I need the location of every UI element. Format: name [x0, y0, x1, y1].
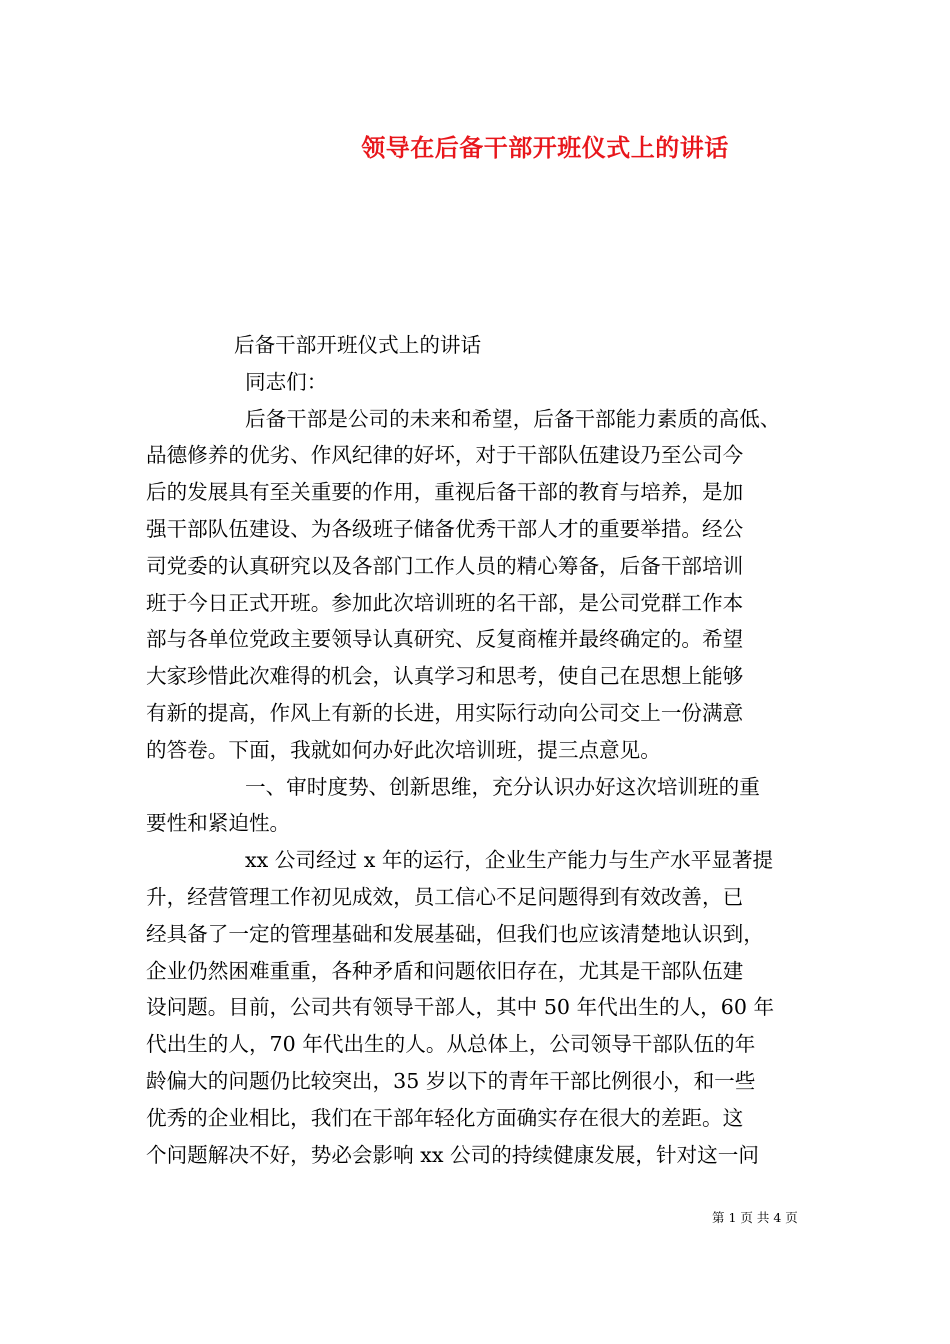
paragraph-line: 有新的提高，作风上有新的长进，用实际行动向公司交上一份满意	[146, 700, 744, 725]
paragraph-line: 班于今日正式开班。参加此次培训班的名干部，是公司党群工作本	[146, 590, 744, 615]
paragraph-line: 设问题。目前，公司共有领导干部人，其中 50 年代出生的人，60 年	[146, 995, 775, 1020]
paragraph-line: 经具备了一定的管理基础和发展基础，但我们也应该清楚地认识到，	[146, 921, 764, 946]
paragraph-line: 后备干部是公司的未来和希望，后备干部能力素质的高低、	[245, 406, 781, 431]
paragraph-line: 大家珍惜此次难得的机会，认真学习和思考，使自己在思想上能够	[146, 664, 744, 689]
document-title: 领导在后备干部开班仪式上的讲话	[361, 133, 729, 162]
greeting: 同志们：	[245, 369, 328, 394]
paragraph-line: 升，经营管理工作初见成效，员工信心不足问题得到有效改善，已	[146, 884, 744, 909]
paragraph-line: 部与各单位党政主要领导认真研究、反复商榷并最终确定的。希望	[146, 627, 744, 652]
paragraph-line: 企业仍然困难重重，各种矛盾和问题依旧存在，尤其是干部队伍建	[146, 958, 744, 983]
paragraph-line: 的答卷。下面，我就如何办好此次培训班，提三点意见。	[146, 737, 661, 762]
paragraph-line: 优秀的企业相比，我们在干部年轻化方面确实存在很大的差距。这	[146, 1105, 744, 1130]
paragraph-line: 龄偏大的问题仍比较突出，35 岁以下的青年干部比例很小，和一些	[146, 1068, 756, 1093]
speech-subtitle: 后备干部开班仪式上的讲话	[234, 333, 482, 357]
paragraph-line: xx 公司经过 x 年的运行，企业生产能力与生产水平显著提	[245, 848, 774, 873]
paragraph-company-status	[146, 842, 818, 1173]
paragraph-line: 后的发展具有至关重要的作用，重视后备干部的教育与培养，是加	[146, 480, 744, 505]
section-heading-line: 要性和紧迫性。	[146, 811, 291, 836]
paragraph-line: 强干部队伍建设、为各级班子储备优秀干部人才的重要举措。经公	[146, 516, 744, 541]
section-heading-one	[146, 769, 818, 843]
paragraph-intro	[146, 401, 818, 769]
paragraph-line: 品德修养的优劣、作风纪律的好坏，对于干部队伍建设乃至公司今	[146, 443, 744, 468]
document-body	[146, 327, 818, 1173]
paragraph-line: 代出生的人，70 年代出生的人。从总体上，公司领导干部队伍的年	[146, 1032, 756, 1057]
paragraph-line: 个问题解决不好，势必会影响 xx 公司的持续健康发展，针对这一问	[146, 1142, 759, 1167]
page-footer: 第 1 页 共 4 页	[712, 1210, 798, 1225]
section-heading-line: 一、审时度势、创新思维，充分认识办好这次培训班的重	[245, 774, 760, 799]
paragraph-line: 司党委的认真研究以及各部门工作人员的精心筹备，后备干部培训	[146, 553, 744, 578]
